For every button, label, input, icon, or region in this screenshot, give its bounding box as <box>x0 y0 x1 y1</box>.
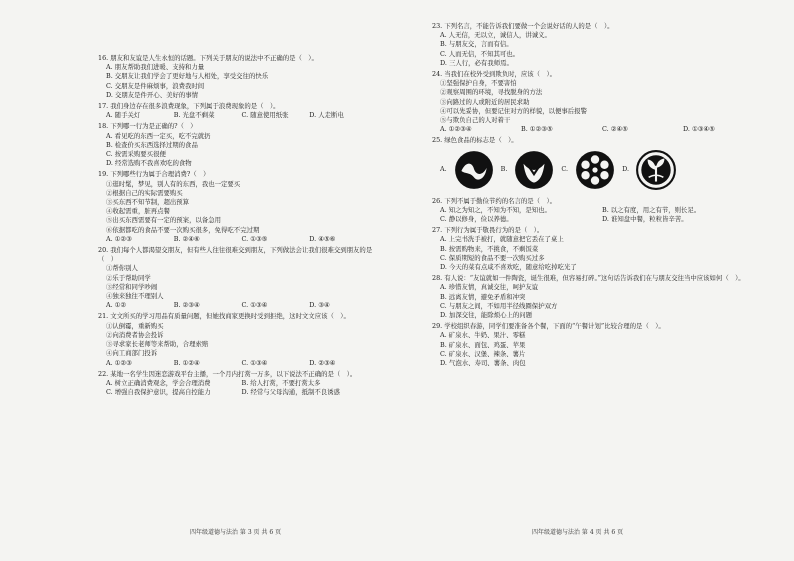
answer-option: ①认倒霉，重新购买 <box>106 321 164 330</box>
answer-option: ⑤出买东西需要有一定的预案，以备急用 <box>106 216 222 225</box>
answer-option-row <box>98 359 377 368</box>
answer-option: B. ②③④ <box>173 301 200 310</box>
answer-option: A. ①② <box>106 301 127 310</box>
answer-option: B. ②④⑥ <box>173 234 200 243</box>
answer-option: ①帮你别人 <box>106 264 138 273</box>
question-block <box>98 370 377 398</box>
question-block <box>432 22 764 68</box>
answer-option: D. ①③④⑤ <box>683 125 715 134</box>
answer-option: C. 保质期短的食品不要一次购买过多 <box>440 253 545 262</box>
answer-option: ④收起需重，脏再点餐 <box>106 207 170 216</box>
answer-option: A. 上完书洗手被打，就随意把它丢在了桌上 <box>440 235 564 244</box>
answer-option: B. 矿泉水、面包、鸡蛋、苹果 <box>440 340 526 349</box>
answer-option: ③经常和同学吵闹 <box>106 282 158 291</box>
answer-option: D. 三人行，必有我师焉。 <box>440 58 513 67</box>
answer-option-row <box>98 379 377 388</box>
answer-option: ②观察周围的环境，寻找脱身的方法 <box>440 88 543 97</box>
question-block <box>432 322 764 368</box>
answer-option: C. ①③④ <box>241 358 268 367</box>
question-stem: 23. 下列名言，不能告诉我们要做一个会说好话的人的是（ ）。 <box>432 22 614 30</box>
question-block <box>432 70 764 134</box>
right-page <box>397 0 794 561</box>
answer-option: B. ①②③⑤ <box>521 125 553 134</box>
question-block <box>432 197 764 225</box>
question-stem: 25. 绿色食品的标志是（ ）。 <box>432 136 518 145</box>
question-stem: 18. 下列哪一行为是正确的?（ ） <box>98 122 197 131</box>
question-block <box>98 246 377 310</box>
right-page-footer: 四年级道德与法治 第 4 页 共 6 页 <box>532 529 624 536</box>
answer-option: C. 增强自我保护意识，提高自控能力 <box>106 388 211 397</box>
answer-option: D. 谁知盘中餐，粒粒皆辛苦。 <box>602 215 688 224</box>
answer-option: C. 随意使用纸张 <box>241 111 289 120</box>
answer-option: A. 朋友帮助我们进暖、支持和力量 <box>106 63 205 72</box>
question-block <box>98 102 377 120</box>
right-question-list <box>432 22 764 370</box>
answer-option: A. 看见吃的东西一定买，吃不完就扔 <box>106 131 211 140</box>
answer-option: B. 与朋友交，言而有信。 <box>440 40 513 49</box>
answer-option: C. 与朋友之间，不如用半径线圈保护双方 <box>440 301 558 310</box>
answer-option: B. 以之有度，用之有节，则长足。 <box>602 205 701 214</box>
answer-option: ①坚强保护自身，不要害怕 <box>440 79 517 88</box>
answer-option: A. 知之为知之，不知为不知，是知也。 <box>440 205 551 214</box>
answer-option-row <box>98 388 377 397</box>
answer-option: ④独来独往不理别人 <box>106 292 164 301</box>
question-stem: 21. 文文所买的学习用品有质量问题，但她找商家更换时受到拒绝，这时文文应该（ ）。 <box>98 312 350 321</box>
question-spacer <box>432 368 764 370</box>
question-stem: 26. 下列不属于勤俭节约的名言的是（ ）。 <box>432 196 557 205</box>
answer-option: ③买东西不知节制，超出预算 <box>106 198 190 207</box>
answer-option: B. 光盘不剩菜 <box>173 111 215 120</box>
question-stem: 27. 下列行为属于敬畏行为的是（ ）。 <box>432 226 544 235</box>
question-stem: 17. 我们身边存在很多浪费现象，下列属于浪费现象的是（ ）。 <box>98 102 280 111</box>
answer-option-row <box>432 125 764 134</box>
answer-option: C. 人而无信，不知其可也。 <box>440 49 520 58</box>
question-stem: 28. 有人说：“友谊就如一件陶瓷，诞生很难，但容易打碎。”这句话告诉我们在与朋友交往当中应该如何（ ）。 <box>432 274 745 283</box>
answer-option-row <box>98 235 377 244</box>
answer-option: C. 静以修身，俭以养德。 <box>440 215 513 224</box>
answer-option: D. ④⑤⑥ <box>309 234 336 243</box>
answer-option: B. 交朋友让我们学会了更好地与人相处，享受交往的快乐 <box>106 72 269 81</box>
question-block <box>98 54 377 100</box>
answer-option: B. ①②④ <box>173 358 200 367</box>
answer-option: ③向路过的人或附近的居民求助 <box>440 97 530 106</box>
answer-option-row <box>432 206 764 215</box>
question-stem: 20. 我们每个人都渴望交朋友，但有些人往往很难交到朋友，下列做法会让我们很难交到朋友的是（ ） <box>98 246 373 264</box>
answer-option: ⑥依据都吃的食品不要一次购买很多，免得吃不完过期 <box>106 225 260 234</box>
question-stem: 22. 某地一名学生因迷恋游戏平台主播，一个月内打赏一万多，以下说法不正确的是（ ）。 <box>98 369 357 378</box>
answer-option: B. 远离友情，避免矛盾和冲突 <box>440 292 526 301</box>
question-stem: 24. 当我们在校外受到欺负时，应该（ ）。 <box>432 70 557 79</box>
answer-option: B. 检查价买东西选择过期的食品 <box>106 140 198 149</box>
answer-option: B. 按需购物来，不挑食，不剩饭菜 <box>440 244 539 253</box>
answer-option-row <box>98 111 377 120</box>
answer-option: D. 经常选购不我喜欢吃的食物 <box>106 159 192 168</box>
answer-option: ④可以先妥协，但要记住对方的样貌，以便事后报警 <box>440 106 587 115</box>
logo-option-label: D. <box>622 165 630 174</box>
logo-options-row <box>432 149 764 191</box>
question-block <box>98 122 377 168</box>
question-block <box>98 312 377 367</box>
answer-option: ③寻求家长老师等来帮助，合理索赔 <box>106 340 209 349</box>
question-block <box>432 226 764 272</box>
question-stem: 29. 学校组织春游，同学们要准备各个餐，下面的“午餐计划”比较合理的是（ ）。 <box>432 322 665 331</box>
answer-option-row <box>98 301 377 310</box>
answer-option-row <box>432 215 764 224</box>
answer-option: C. 矿泉水、汉堡、辣条、薯片 <box>440 349 526 358</box>
green-food-logo-icon <box>635 149 677 191</box>
answer-option: C. 交朋友是件麻烦事，浪费我时间 <box>106 81 205 90</box>
answer-option: A. ①②③ <box>106 358 132 367</box>
answer-option: ②向消费者协会投诉 <box>106 330 164 339</box>
question-block <box>432 274 764 320</box>
green-food-logo-icon <box>453 149 495 191</box>
question-stem: 19. 下列哪些行为属于合理消费?（ ） <box>98 170 210 179</box>
answer-option: A. ①②③④ <box>440 125 472 134</box>
answer-option: A. 珍惜友情，真诚交往，呵护友谊 <box>440 283 539 292</box>
answer-option: A. 人无信，无以立，诚信人，讲诚义。 <box>440 31 551 40</box>
answer-option: A. 随手关灯 <box>106 111 141 120</box>
answer-option: A. 树立正确消费观念，学会合理消费 <box>106 378 211 387</box>
question-block <box>98 170 377 244</box>
answer-option: ⑤与欺负自己的人对着干 <box>440 116 511 125</box>
answer-option: ①逛时髦，梦见，别人有的东西，我也一定要买 <box>106 179 241 188</box>
answer-option: ②乐于帮助同学 <box>106 273 151 282</box>
left-page-footer: 四年级道德与法治 第 3 页 共 6 页 <box>190 529 282 536</box>
answer-option: D. ②③④ <box>309 358 336 367</box>
answer-option: C. 按需采购要买很便 <box>106 150 166 159</box>
answer-option: D. ③④ <box>309 301 330 310</box>
answer-option: C. ②④⑤ <box>602 125 628 134</box>
answer-option: C. ①③④ <box>241 301 268 310</box>
question-spacer <box>98 397 377 399</box>
answer-option: D. 加深交往，能除烦心上的问题 <box>440 311 533 320</box>
answer-option: D. 经常与父母沟通，抵制不良诱惑 <box>241 388 340 397</box>
answer-option: C. ①③⑤ <box>241 234 268 243</box>
logo-option-label: A. <box>440 165 447 174</box>
answer-option: B. 给人打赏，不要打赏太多 <box>241 378 321 387</box>
question-block <box>432 136 764 190</box>
logo-option-label: C. <box>561 165 569 174</box>
answer-option: A. 矿泉水、牛奶、果汁、零糕 <box>440 331 526 340</box>
green-food-logo-icon <box>574 149 616 191</box>
answer-option: ④向工商部门投诉 <box>106 349 158 358</box>
answer-option: D. 人走断电 <box>309 111 344 120</box>
left-question-list <box>98 54 377 399</box>
answer-option: ②根据自己的实际需要购买 <box>106 188 183 197</box>
answer-option: D. 气泡水、寿司、薯条、肉包 <box>440 359 526 368</box>
logo-option-label: B. <box>500 165 508 174</box>
answer-option: D. 今天的菜有点咸不喜欢吃，随意给吃掉吃光了 <box>440 263 577 272</box>
green-food-logo-icon <box>513 149 555 191</box>
answer-option: D. 交朋友是件开心、美好的事情 <box>106 90 199 99</box>
question-stem: 16. 朋友和友谊是人生永恒的话题。下列关于朋友的说法中不正确的是（ ）。 <box>98 54 318 62</box>
answer-option: A. ①②③ <box>106 234 132 243</box>
